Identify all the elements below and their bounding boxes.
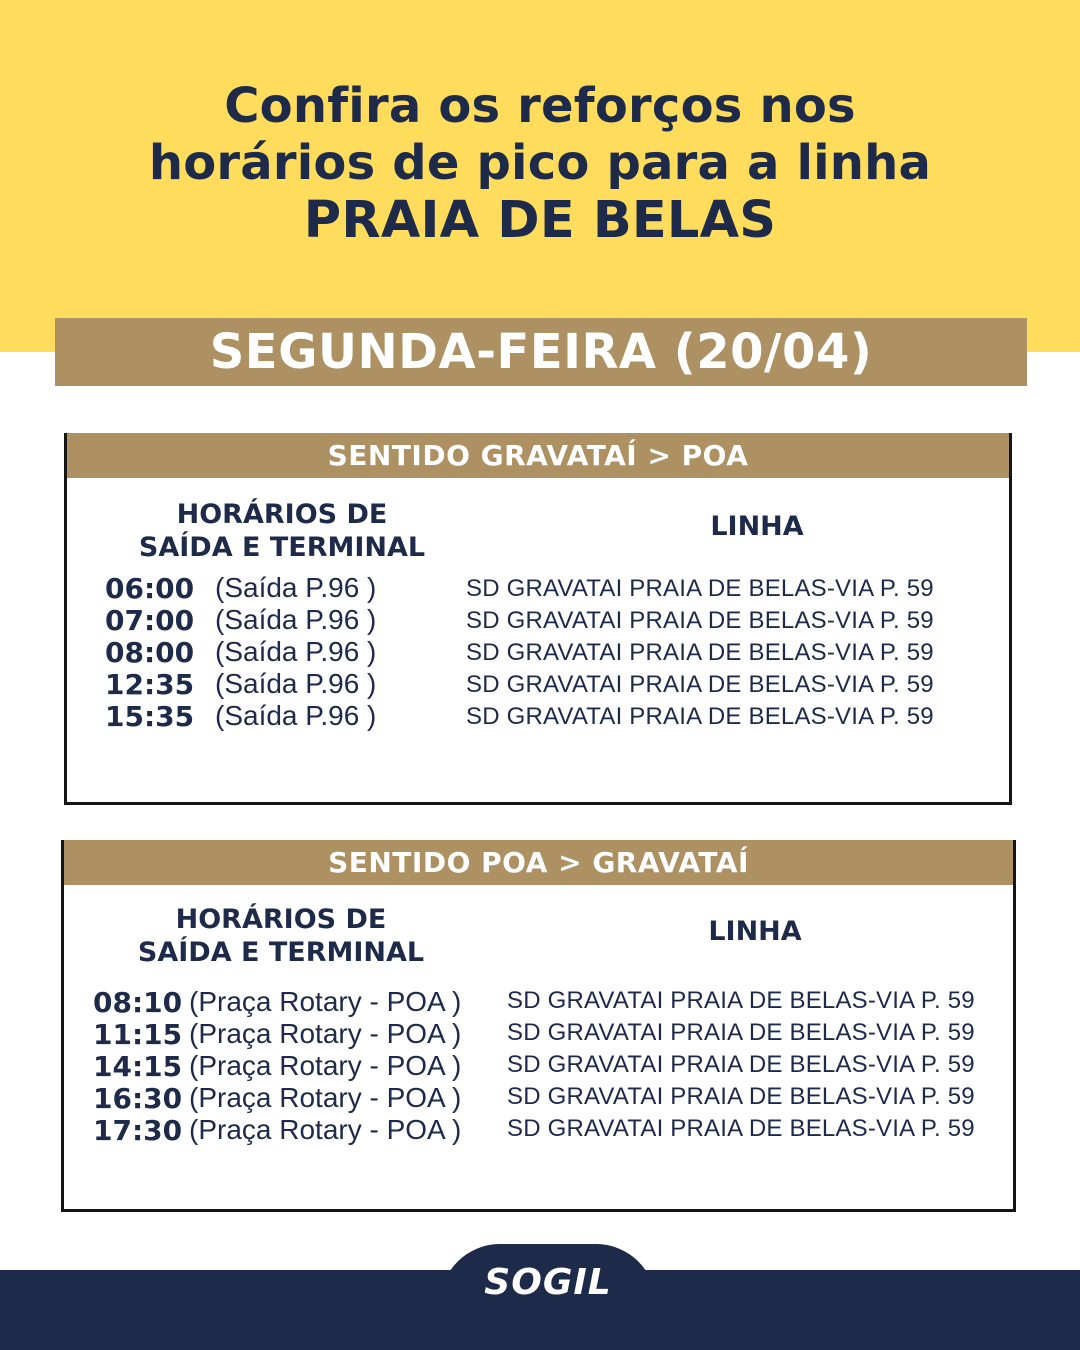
- terminal: (Praça Rotary - POA ): [189, 1114, 462, 1145]
- sogil-logo: SOGIL: [484, 1262, 612, 1303]
- terminal: (Saída P.96 ): [215, 636, 377, 667]
- column-header-time-line-2: SAÍDA E TERMINAL: [138, 532, 426, 563]
- schedule-panel-gravatai-poa: [64, 433, 1012, 805]
- headline-line-1: Confira os reforços nos: [224, 78, 856, 134]
- panel-title: SENTIDO POA > GRAVATAÍ: [64, 840, 1013, 885]
- route-line: SD GRAVATAI PRAIA DE BELAS-VIA P. 59: [507, 987, 975, 1014]
- column-header-time-line-1: HORÁRIOS DE: [175, 904, 387, 935]
- terminal: (Saída P.96 ): [215, 604, 377, 635]
- table-row: [64, 1050, 1013, 1082]
- column-header-time-line-2: SAÍDA E TERMINAL: [137, 937, 425, 968]
- departure-time: 08:10: [93, 986, 183, 1019]
- route-line: SD GRAVATAI PRAIA DE BELAS-VIA P. 59: [507, 1115, 975, 1142]
- column-header-time: [106, 903, 456, 969]
- route-line: SD GRAVATAI PRAIA DE BELAS-VIA P. 59: [507, 1019, 975, 1046]
- headline: [0, 78, 1080, 249]
- day-banner: SEGUNDA-FEIRA (20/04): [55, 318, 1027, 386]
- column-header-line: LINHA: [710, 511, 804, 542]
- terminal: (Praça Rotary - POA ): [189, 986, 462, 1017]
- table-row: [64, 1114, 1013, 1146]
- table-row: [67, 700, 1009, 732]
- departure-time: 11:15: [93, 1018, 183, 1051]
- terminal: (Saída P.96 ): [215, 668, 377, 699]
- schedule-panel-poa-gravatai: [61, 840, 1016, 1212]
- terminal: (Praça Rotary - POA ): [189, 1050, 462, 1081]
- column-header-line: LINHA: [708, 916, 802, 947]
- terminal: (Praça Rotary - POA ): [189, 1018, 462, 1049]
- table-row: [64, 1082, 1013, 1114]
- route-line: SD GRAVATAI PRAIA DE BELAS-VIA P. 59: [466, 703, 934, 730]
- departure-time: 07:00: [105, 604, 195, 637]
- column-header-time-line-1: HORÁRIOS DE: [176, 499, 388, 530]
- route-line: SD GRAVATAI PRAIA DE BELAS-VIA P. 59: [466, 671, 934, 698]
- headline-route-name: PRAIA DE BELAS: [303, 191, 777, 250]
- terminal: (Saída P.96 ): [215, 572, 377, 603]
- departure-time: 08:00: [105, 636, 195, 669]
- column-header-time: [107, 498, 457, 564]
- table-row: [64, 986, 1013, 1018]
- table-row: [64, 1018, 1013, 1050]
- route-line: SD GRAVATAI PRAIA DE BELAS-VIA P. 59: [466, 575, 934, 602]
- terminal: (Praça Rotary - POA ): [189, 1082, 462, 1113]
- headline-line-2: horários de pico para a linha: [148, 135, 932, 191]
- terminal: (Saída P.96 ): [215, 700, 377, 731]
- table-row: [67, 668, 1009, 700]
- departure-time: 15:35: [105, 700, 195, 733]
- route-line: SD GRAVATAI PRAIA DE BELAS-VIA P. 59: [507, 1051, 975, 1078]
- departure-time: 06:00: [105, 572, 195, 605]
- table-row: [67, 604, 1009, 636]
- departure-time: 17:30: [93, 1114, 183, 1147]
- table-row: [67, 572, 1009, 604]
- route-line: SD GRAVATAI PRAIA DE BELAS-VIA P. 59: [466, 639, 934, 666]
- route-line: SD GRAVATAI PRAIA DE BELAS-VIA P. 59: [507, 1083, 975, 1110]
- panel-title: SENTIDO GRAVATAÍ > POA: [67, 433, 1009, 478]
- departure-time: 16:30: [93, 1082, 183, 1115]
- departure-time: 14:15: [93, 1050, 183, 1083]
- departure-time: 12:35: [105, 668, 195, 701]
- table-row: [67, 636, 1009, 668]
- route-line: SD GRAVATAI PRAIA DE BELAS-VIA P. 59: [466, 607, 934, 634]
